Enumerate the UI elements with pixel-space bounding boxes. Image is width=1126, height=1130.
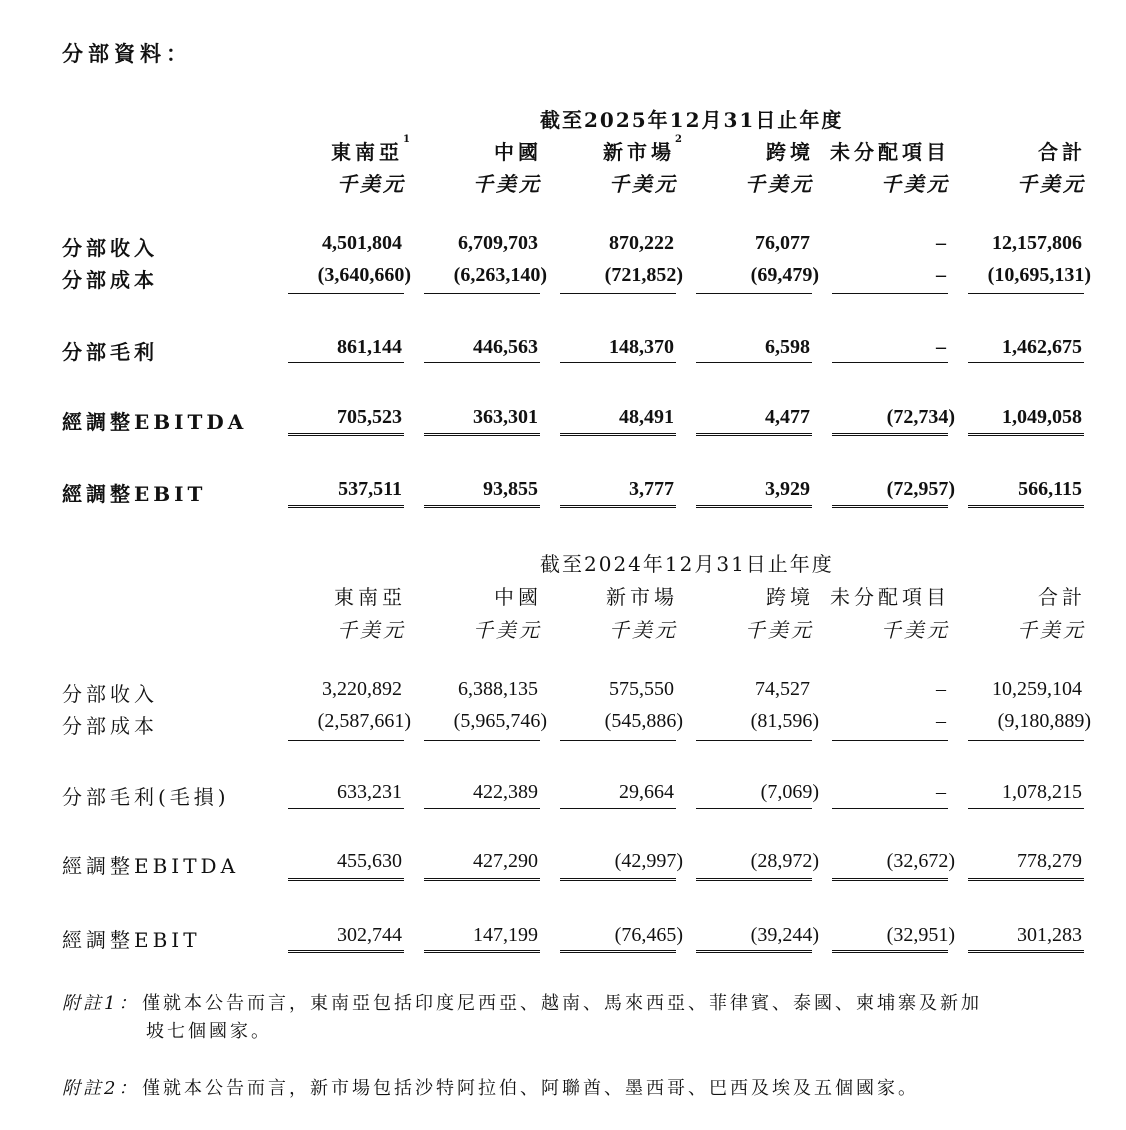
column-header: [494, 136, 542, 165]
table-cell: –: [936, 710, 946, 732]
table-cell: 93,855: [483, 478, 538, 500]
column-header-label: 新市場: [603, 140, 676, 164]
table-cell: 10,259,104: [992, 678, 1082, 700]
double-underline: [288, 433, 404, 436]
double-underline: [424, 505, 540, 508]
table-cell: 537,511: [338, 478, 402, 500]
column-header: [331, 136, 410, 165]
table-cell: (7,069): [760, 781, 819, 803]
table-cell: (76,465): [614, 924, 683, 946]
table-cell: (72,734): [886, 406, 955, 428]
underline: [560, 740, 676, 741]
column-header-label: 合計: [1038, 140, 1086, 164]
row-label: 分部收入: [62, 682, 158, 706]
column-header-label: 中國: [494, 140, 542, 164]
double-underline: [968, 950, 1084, 953]
table-cell: 4,477: [765, 406, 810, 428]
row-label: 經調整EBIT: [62, 928, 201, 952]
table-cell: 446,563: [473, 336, 538, 358]
underline: [288, 293, 404, 294]
underline: [696, 293, 812, 294]
table-cell: (28,972): [750, 850, 819, 872]
row-label: 分部收入: [62, 236, 158, 260]
footnote-text: 僅就本公告而言，新市場包括沙特阿拉伯、阿聯酋、墨西哥、巴西及埃及五個國家。: [142, 1078, 919, 1099]
column-header-label: 跨境: [766, 585, 814, 609]
unit-label: 千美元: [473, 172, 542, 196]
column-header-label: 中國: [494, 585, 542, 609]
column-header: [830, 581, 950, 610]
unit-label: 千美元: [745, 618, 814, 642]
table-cell: (32,672): [886, 850, 955, 872]
table-cell: 3,220,892: [322, 678, 402, 700]
column-header: [766, 136, 814, 165]
table-cell: 76,077: [755, 232, 810, 254]
double-underline: [968, 878, 1084, 881]
table-cell: 861,144: [337, 336, 402, 358]
table-cell: (81,596): [750, 710, 819, 732]
double-underline: [560, 505, 676, 508]
double-underline: [968, 433, 1084, 436]
column-header: [606, 581, 678, 610]
column-header: [334, 581, 406, 610]
column-header-label: 合計: [1038, 585, 1086, 609]
table-cell: 1,078,215: [1002, 781, 1082, 803]
footnote-text: 僅就本公告而言，東南亞包括印度尼西亞、越南、馬來西亞、菲律賓、泰國、柬埔寨及新加: [142, 993, 982, 1014]
underline: [696, 808, 812, 809]
footnote: [62, 1075, 919, 1103]
table-cell: 6,709,703: [458, 232, 538, 254]
table-cell: 566,115: [1018, 478, 1082, 500]
table-cell: –: [936, 264, 946, 286]
footnote-tag: 附註1：: [62, 993, 140, 1014]
underline: [560, 808, 676, 809]
unit-label: 千美元: [609, 618, 678, 642]
underline: [560, 293, 676, 294]
table-cell: (5,965,746): [453, 710, 547, 732]
footnote: [62, 990, 982, 1046]
table-cell: (32,951): [886, 924, 955, 946]
table-cell: 3,777: [629, 478, 674, 500]
table-cell: 3,929: [765, 478, 810, 500]
table-cell: (42,997): [614, 850, 683, 872]
table-cell: 427,290: [473, 850, 538, 872]
underline: [288, 362, 404, 363]
row-label: 經調整EBITDA: [62, 854, 240, 878]
double-underline: [696, 505, 812, 508]
table-cell: 455,630: [337, 850, 402, 872]
table-cell: (6,263,140): [453, 264, 547, 286]
table-cell: (39,244): [750, 924, 819, 946]
underline: [424, 740, 540, 741]
underline: [696, 740, 812, 741]
table-cell: (69,479): [750, 264, 819, 286]
unit-label: 千美元: [337, 172, 406, 196]
underline: [696, 362, 812, 363]
table-cell: 6,388,135: [458, 678, 538, 700]
underline: [968, 740, 1084, 741]
table-cell: 301,283: [1017, 924, 1082, 946]
table-cell: (72,957): [886, 478, 955, 500]
column-header: [1038, 136, 1086, 165]
underline: [424, 362, 540, 363]
double-underline: [832, 433, 948, 436]
double-underline: [288, 505, 404, 508]
table-cell: 778,279: [1017, 850, 1082, 872]
underline: [832, 808, 948, 809]
column-header-label: 跨境: [766, 140, 814, 164]
footnote-text: 坡七個國家。: [146, 1021, 272, 1042]
table-cell: (721,852): [604, 264, 683, 286]
double-underline: [968, 505, 1084, 508]
unit-label: 千美元: [473, 618, 542, 642]
unit-label: 千美元: [745, 172, 814, 196]
unit-label: 千美元: [881, 172, 950, 196]
underline: [968, 808, 1084, 809]
column-header: [494, 581, 542, 610]
table-cell: (9,180,889): [997, 710, 1091, 732]
table-cell: –: [936, 678, 946, 700]
column-header-label: 東南亞: [331, 140, 404, 164]
column-header-label: 東南亞: [334, 585, 406, 609]
table-cell: 422,389: [473, 781, 538, 803]
table-cell: 575,550: [609, 678, 674, 700]
underline: [832, 362, 948, 363]
row-label: 經調整EBITDA: [62, 410, 248, 434]
table-cell: 29,664: [619, 781, 674, 803]
double-underline: [288, 878, 404, 881]
table-cell: 633,231: [337, 781, 402, 803]
double-underline: [696, 433, 812, 436]
column-header: [766, 581, 814, 610]
row-label: 分部成本: [62, 268, 158, 292]
column-header: [830, 136, 950, 165]
table-cell: 48,491: [619, 406, 674, 428]
underline: [560, 362, 676, 363]
double-underline: [696, 878, 812, 881]
column-header-label: 未分配項目: [830, 140, 950, 164]
double-underline: [832, 878, 948, 881]
column-header: [603, 136, 682, 165]
table-cell: –: [936, 232, 946, 254]
table-cell: 870,222: [609, 232, 674, 254]
table-cell: 74,527: [755, 678, 810, 700]
table-cell: –: [936, 336, 946, 358]
table-cell: 12,157,806: [992, 232, 1082, 254]
row-label: 經調整EBIT: [62, 482, 207, 506]
table-cell: 1,462,675: [1002, 336, 1082, 358]
double-underline: [560, 433, 676, 436]
table-cell: 302,744: [337, 924, 402, 946]
unit-label: 千美元: [1017, 172, 1086, 196]
underline: [832, 740, 948, 741]
underline: [968, 362, 1084, 363]
footnote-tag: 附註2：: [62, 1078, 140, 1099]
double-underline: [424, 433, 540, 436]
double-underline: [424, 878, 540, 881]
footnote-marker: 1: [403, 134, 410, 145]
table-cell: 4,501,804: [322, 232, 402, 254]
footnote-marker: 2: [675, 134, 682, 145]
table-cell: 147,199: [473, 924, 538, 946]
unit-label: 千美元: [609, 172, 678, 196]
table-cell: 148,370: [609, 336, 674, 358]
table-cell: 705,523: [337, 406, 402, 428]
table-cell: (3,640,660): [317, 264, 411, 286]
double-underline: [696, 950, 812, 953]
underline: [968, 293, 1084, 294]
underline: [424, 293, 540, 294]
table-cell: 363,301: [473, 406, 538, 428]
underline: [288, 740, 404, 741]
unit-label: 千美元: [881, 618, 950, 642]
column-header-label: 新市場: [606, 585, 678, 609]
table-cell: 6,598: [765, 336, 810, 358]
double-underline: [560, 878, 676, 881]
double-underline: [832, 950, 948, 953]
double-underline: [560, 950, 676, 953]
section-title: 分部資料：: [62, 41, 192, 66]
unit-label: 千美元: [1017, 618, 1086, 642]
table-cell: 1,049,058: [1002, 406, 1082, 428]
underline: [832, 293, 948, 294]
table-cell: (2,587,661): [317, 710, 411, 732]
row-label: 分部成本: [62, 714, 158, 738]
column-header-label: 未分配項目: [830, 585, 950, 609]
underline: [288, 808, 404, 809]
double-underline: [832, 505, 948, 508]
row-label: 分部毛利: [62, 340, 158, 364]
underline: [424, 808, 540, 809]
period-title: 截至2025年12月31日止年度: [540, 108, 844, 132]
period-title: 截至2024年12月31日止年度: [540, 552, 834, 576]
column-header: [1038, 581, 1086, 610]
unit-label: 千美元: [337, 618, 406, 642]
double-underline: [288, 950, 404, 953]
table-cell: –: [936, 781, 946, 803]
double-underline: [424, 950, 540, 953]
table-cell: (10,695,131): [987, 264, 1091, 286]
row-label: 分部毛利(毛損): [62, 785, 230, 809]
table-cell: (545,886): [604, 710, 683, 732]
